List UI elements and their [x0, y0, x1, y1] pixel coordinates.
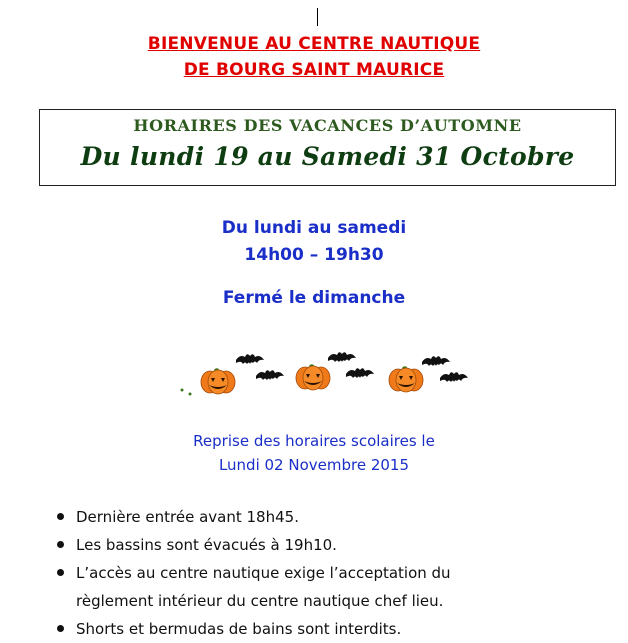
bat-icon [422, 356, 450, 366]
pumpkin-icon [201, 368, 235, 394]
bat-icon [256, 370, 284, 380]
schedule-days: Du lundi au samedi [221, 218, 407, 238]
text-cursor [317, 8, 318, 26]
schedule-closed: Fermé le dimanche [222, 288, 406, 308]
hours-box [39, 109, 616, 186]
list-item: Dernière entrée avant 18h45. [56, 503, 616, 531]
rules-list [56, 503, 616, 643]
welcome-title-line2: DE BOURG SAINT MAURICE [183, 60, 445, 80]
leaf-dot [181, 389, 184, 392]
pumpkin-icon [296, 364, 330, 390]
bat-icon [236, 354, 264, 364]
pumpkin-icon [389, 366, 423, 392]
list-item: L’accès au centre nautique exige l’acceptation du règlement intérieur du centre nautique chef lieu. [56, 559, 616, 615]
schedule-hours: 14h00 – 19h30 [244, 245, 384, 265]
reprise-line2: Lundi 02 Novembre 2015 [218, 456, 410, 474]
bat-icon [440, 372, 468, 382]
bullet-icon [57, 569, 64, 576]
bullet-icon [57, 541, 64, 548]
bullet-icon [57, 513, 64, 520]
list-item: Shorts et bermudas de bains sont interdits. [56, 615, 616, 643]
bat-icon [346, 368, 374, 378]
bullet-icon [57, 625, 64, 632]
hours-box-subtitle: HORAIRES DES VACANCES D’AUTOMNE [133, 116, 522, 135]
halloween-decoration [178, 344, 478, 408]
bat-icon [328, 352, 356, 362]
reprise-line1: Reprise des horaires scolaires le [193, 432, 435, 450]
hours-box-dates: Du lundi 19 au Samedi 31 Octobre [80, 142, 575, 171]
list-item: Les bassins sont évacués à 19h10. [56, 531, 616, 559]
welcome-title-line1: BIENVENUE AU CENTRE NAUTIQUE [147, 34, 481, 54]
leaf-dot [189, 393, 192, 396]
